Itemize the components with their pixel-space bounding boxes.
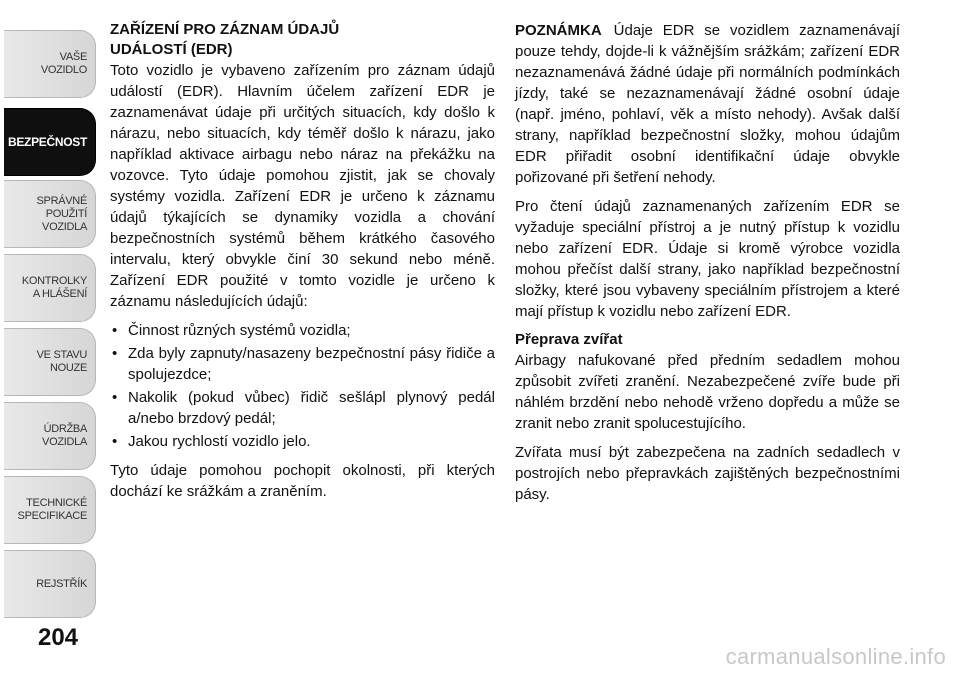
edr-closing-paragraph: Tyto údaje pomohou pochopit okolnosti, při kterých dochází ke srážkám a zraněním. (110, 462, 495, 500)
section-heading-line2: UDÁLOSTÍ (EDR) (110, 41, 233, 58)
tab-kontrolky-a-hlaseni[interactable]: KONTROLKY A HLÁŠENÍ (4, 254, 96, 322)
note-label: POZNÁMKA (515, 22, 602, 39)
tab-technicke-specifikace[interactable]: TECHNICKÉ SPECIFIKACE (4, 476, 96, 544)
animals-heading: Přeprava zvířat (515, 331, 623, 348)
watermark: carmanualsonline.info (725, 644, 946, 669)
note-paragraph (515, 20, 900, 188)
edr-data-list (110, 320, 495, 452)
chapter-tab-rail (0, 0, 100, 678)
right-column (515, 20, 900, 513)
edr-reading-paragraph: Pro čtení údajů zaznamenaných zařízením EDR se vyžaduje speciální přístroj a je nutný přístup k vozidlu nebo zařízení EDR. Údaje si kromě výrobce vozidla mohou přečíst další strany, jako například bezpečnostní složky, které jsou vybaveny speciálním přístrojem a které mají přístup k vozidlu nebo zařízení EDR. (515, 198, 900, 320)
tab-udrzba-vozidla[interactable]: ÚDRŽBA VOZIDLA (4, 402, 96, 470)
tab-bezpecnost[interactable]: BEZPEČNOST (4, 108, 96, 176)
list-item: • Činnost různých systémů vozidla; (110, 320, 495, 341)
tab-rejstrik[interactable]: REJSTŘÍK (4, 550, 96, 618)
note-text: Údaje EDR se vozidlem zaznamenávají pouze tehdy, dojde-li k vážnějším srážkám; zařízení EDR nezaznamenává žádné údaje při normálních podmínkách jízdy, také se nezaznamenávají žádné osobní údaje (např. jméno, pohlaví, věk a místo nehody). Avšak další strany, například bezpečnostní složky, mohou údajům EDR přiřadit osobní identifikační údaje obvykle pořizované při šetření nehody. (515, 22, 900, 186)
tab-spravne-pouziti-vozidla[interactable]: SPRÁVNÉ POUŽITÍ VOZIDLA (4, 180, 96, 248)
page-number: 204 (37, 624, 79, 651)
left-column (110, 20, 495, 510)
animals-paragraph-2: Zvířata musí být zabezpečena na zadních sedadlech v postrojích nebo přepravkách zajištěných bezpečnostními pásy. (515, 444, 900, 503)
section-heading-line1: ZAŘÍZENÍ PRO ZÁZNAM ÚDAJŮ (110, 21, 340, 38)
list-item: • Zda byly zapnuty/nasazeny bezpečnostní pásy řidiče a spolujezdce; (110, 343, 495, 385)
tab-vase-vozidlo[interactable]: VAŠE VOZIDLO (4, 30, 96, 98)
tab-ve-stavu-nouze[interactable]: VE STAVU NOUZE (4, 328, 96, 396)
list-item: • Jakou rychlostí vozidlo jelo. (110, 431, 495, 452)
list-item: • Nakolik (pokud vůbec) řidič sešlápl plynový pedál a/nebo brzdový pedál; (110, 387, 495, 429)
edr-intro-paragraph: Toto vozidlo je vybaveno zařízením pro záznam údajů událostí (EDR). Hlavním účelem zařízení EDR je zaznamenávat údaje při určitých situacích, kdy došlo k nárazu, nebo situacích, kdy téměř došlo k nárazu, jako například aktivace airbagu nebo náraz na překážku na vozovce. Tyto údaje pomohou zjistit, jak se chovaly systémy vozidla. Zařízení EDR je určeno k záznamu údajů týkajících se dynamiky vozidla a chování bezpečnostních systémů během krátkého časového intervalu, který obvykle činí 30 sekund nebo méně. Zařízení EDR použité v tomto vozidle je určeno k záznamu následujících údajů: (110, 62, 495, 310)
animals-paragraph-1: Airbagy nafukované před předním sedadlem mohou způsobit zvířeti zranění. Nezabezpečené zvíře bude při náhlém brzdění nebo nehodě vrženo dopředu a může se zranit nebo zranit spolucestujícího. (515, 352, 900, 432)
